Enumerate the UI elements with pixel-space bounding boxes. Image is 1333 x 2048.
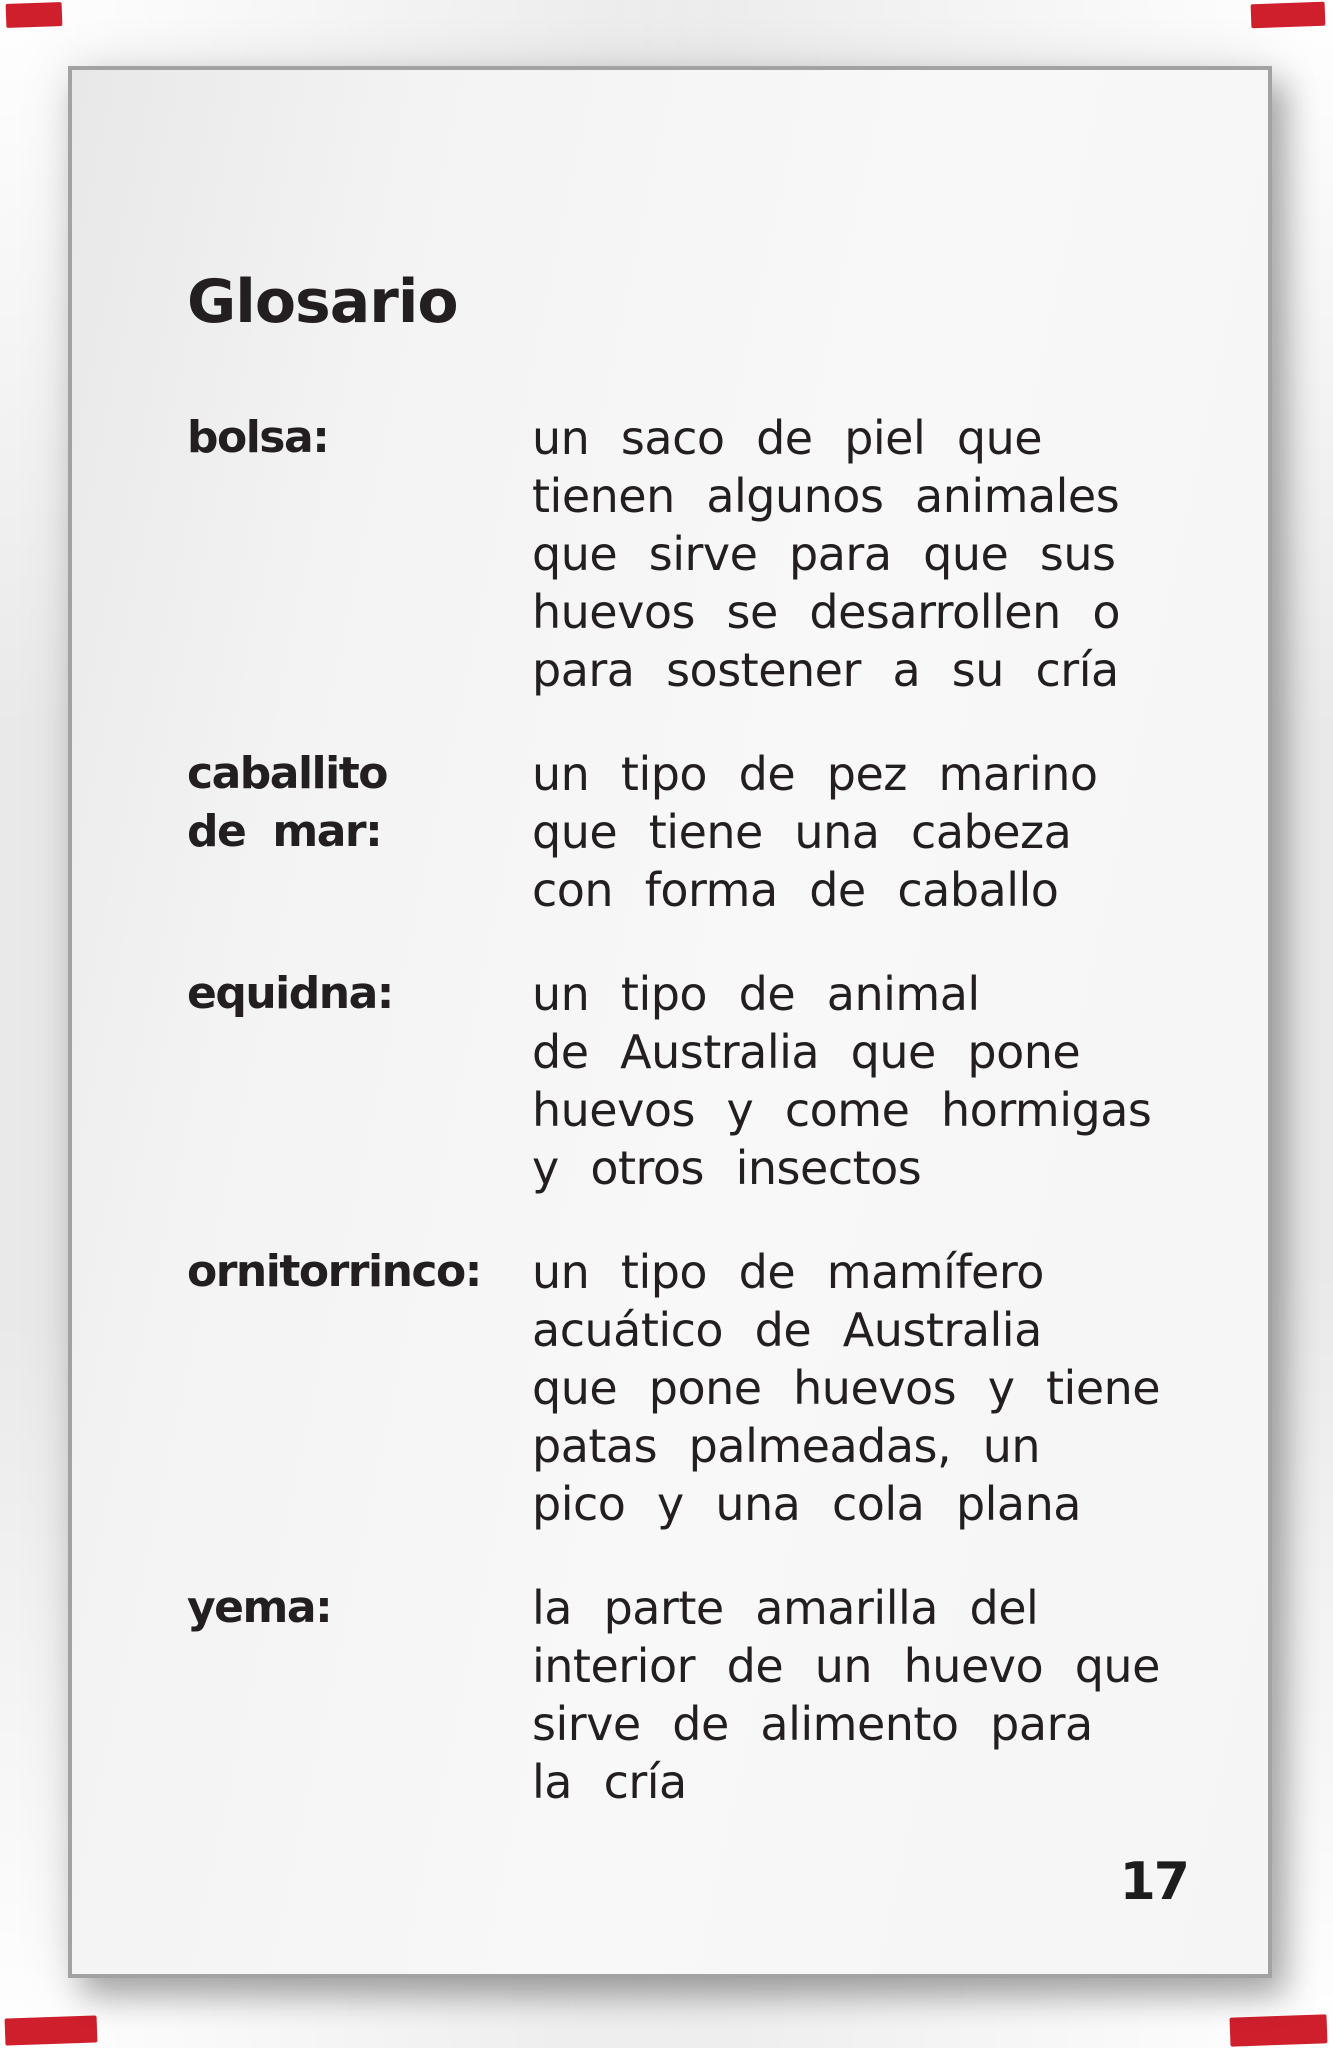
definition-line: que tiene una cabeza	[532, 805, 1072, 859]
glossary-entry	[187, 1579, 1217, 1811]
corner-accent-top-left	[6, 2, 63, 28]
glossary-entry	[187, 965, 1217, 1197]
definition-line: un tipo de mamífero	[532, 1245, 1044, 1299]
glossary-term	[187, 965, 532, 1197]
definition-line: un tipo de animal	[532, 967, 980, 1021]
definition-line: huevos y come hormigas	[532, 1083, 1152, 1137]
glossary-list	[187, 409, 1217, 1811]
page-number: 17	[1119, 1852, 1188, 1912]
book-page	[68, 66, 1272, 1978]
page-title: Glosario	[187, 267, 458, 337]
definition-line: la parte amarilla del	[532, 1581, 1039, 1635]
definition-line: acuático de Australia	[532, 1303, 1042, 1357]
definition-line: interior de un huevo que	[532, 1639, 1160, 1693]
definition-line: que pone huevos y tiene	[532, 1361, 1161, 1415]
definition-line: un saco de piel que	[532, 411, 1043, 465]
corner-accent-top-right	[1251, 2, 1326, 29]
glossary-definition	[532, 1579, 1217, 1811]
definition-line: y otros insectos	[532, 1141, 922, 1195]
definition-line: patas palmeadas, un	[532, 1419, 1041, 1473]
glossary-entry	[187, 1243, 1217, 1533]
term-line: equidna:	[187, 968, 393, 1019]
term-line: ornitorrinco:	[187, 1246, 481, 1297]
definition-line: la cría	[532, 1755, 687, 1809]
glossary-term	[187, 409, 532, 699]
glossary-entry	[187, 409, 1217, 699]
definition-line: para sostener a su cría	[532, 643, 1119, 697]
glossary-definition	[532, 745, 1217, 919]
corner-accent-bottom-right	[1230, 2014, 1328, 2046]
glossary-term	[187, 1243, 532, 1533]
definition-line: un tipo de pez marino	[532, 747, 1098, 801]
corner-accent-bottom-left	[5, 2015, 98, 2045]
glossary-definition	[532, 965, 1217, 1197]
term-line: de mar:	[187, 806, 382, 857]
definition-line: de Australia que pone	[532, 1025, 1081, 1079]
glossary-definition	[532, 409, 1217, 699]
definition-line: con forma de caballo	[532, 863, 1059, 917]
definition-line: huevos se desarrollen o	[532, 585, 1120, 639]
term-line: caballito	[187, 748, 387, 799]
glossary-term	[187, 745, 532, 919]
term-line: bolsa:	[187, 412, 329, 463]
definition-line: sirve de alimento para	[532, 1697, 1093, 1751]
glossary-entry	[187, 745, 1217, 919]
definition-line: pico y una cola plana	[532, 1477, 1081, 1531]
glossary-term	[187, 1579, 532, 1811]
definition-line: tienen algunos animales	[532, 469, 1120, 523]
glossary-definition	[532, 1243, 1217, 1533]
term-line: yema:	[187, 1582, 332, 1633]
definition-line: que sirve para que sus	[532, 527, 1116, 581]
